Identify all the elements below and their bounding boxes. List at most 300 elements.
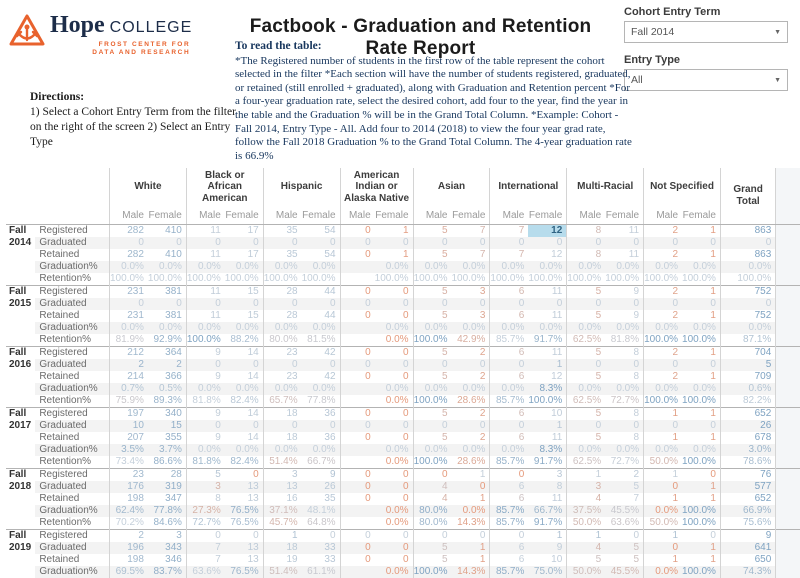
data-cell[interactable]: 86.6% (148, 456, 186, 469)
data-cell[interactable]: 0 (413, 298, 451, 310)
data-cell[interactable]: 0.0% (682, 444, 720, 456)
data-cell[interactable]: 3.7% (148, 444, 186, 456)
data-cell[interactable]: 3 (452, 310, 490, 322)
data-cell[interactable]: 92.9% (148, 334, 186, 347)
data-cell[interactable]: 2 (452, 432, 490, 444)
data-cell[interactable]: 0 (340, 359, 375, 371)
grand-total-cell[interactable]: 0.0% (720, 322, 775, 334)
data-cell[interactable]: 66.7% (302, 456, 340, 469)
data-cell[interactable]: 0 (452, 420, 490, 432)
data-cell[interactable]: 9 (528, 542, 566, 554)
data-cell[interactable]: 355 (148, 432, 186, 444)
row-measure-label[interactable]: Graduation% (35, 261, 109, 273)
data-cell[interactable]: 0.0% (375, 456, 413, 469)
data-cell[interactable]: 0 (225, 359, 263, 371)
data-cell[interactable]: 0 (375, 542, 413, 554)
data-cell[interactable]: 12 (528, 371, 566, 383)
data-cell[interactable]: 0 (340, 371, 375, 383)
data-cell[interactable]: 11 (528, 310, 566, 322)
grand-total-cell[interactable]: 650 (720, 554, 775, 566)
data-cell[interactable]: 5 (605, 554, 643, 566)
data-cell[interactable]: 0 (528, 237, 566, 249)
data-cell[interactable]: 9 (302, 469, 340, 482)
data-cell[interactable]: 91.7% (528, 334, 566, 347)
data-cell[interactable]: 89.3% (148, 395, 186, 408)
data-cell[interactable]: 100.0% (682, 395, 720, 408)
data-cell[interactable]: 66.7% (528, 505, 566, 517)
data-cell[interactable]: 0.0% (148, 322, 186, 334)
cohort-entry-term-select[interactable] (624, 21, 788, 43)
data-cell[interactable]: 73.4% (110, 456, 148, 469)
column-sub-header[interactable]: Male (263, 206, 301, 225)
data-cell[interactable]: 100.0% (110, 273, 148, 286)
data-cell[interactable]: 28 (148, 469, 186, 482)
data-cell[interactable]: 13 (225, 554, 263, 566)
data-cell[interactable]: 11 (186, 310, 224, 322)
data-cell[interactable]: 0 (682, 469, 720, 482)
grand-total-cell[interactable]: 9 (720, 530, 775, 543)
data-cell[interactable]: 1 (682, 554, 720, 566)
data-cell[interactable]: 65.7% (263, 395, 301, 408)
data-cell[interactable]: 0 (375, 359, 413, 371)
data-cell[interactable]: 5 (605, 481, 643, 493)
data-cell[interactable]: 6 (490, 542, 528, 554)
data-cell[interactable]: 196 (110, 542, 148, 554)
grand-total-cell[interactable]: 678 (720, 432, 775, 444)
data-cell[interactable]: 15 (225, 310, 263, 322)
data-cell[interactable]: 9 (186, 347, 224, 360)
data-cell[interactable]: 0 (340, 310, 375, 322)
data-cell[interactable]: 0 (644, 542, 682, 554)
data-cell[interactable]: 0 (682, 237, 720, 249)
data-cell[interactable] (340, 261, 375, 273)
row-measure-label[interactable]: Retained (35, 310, 109, 322)
row-measure-label[interactable]: Graduated (35, 481, 109, 493)
row-measure-label[interactable]: Retained (35, 493, 109, 505)
data-cell[interactable]: 61.1% (302, 566, 340, 578)
data-cell[interactable]: 72.7% (605, 456, 643, 469)
data-cell[interactable]: 7 (452, 249, 490, 261)
data-cell[interactable]: 1 (682, 347, 720, 360)
data-cell[interactable]: 7 (490, 249, 528, 261)
data-cell[interactable]: 33 (302, 554, 340, 566)
data-cell[interactable]: 0.0% (644, 322, 682, 334)
data-cell[interactable]: 0.0% (375, 395, 413, 408)
data-cell[interactable]: 33 (302, 542, 340, 554)
data-cell[interactable]: 0.0% (452, 322, 490, 334)
data-cell[interactable]: 100.0% (644, 273, 682, 286)
data-cell[interactable]: 0.0% (413, 261, 451, 273)
data-cell[interactable]: 0.0% (186, 261, 224, 273)
data-cell[interactable]: 6 (490, 432, 528, 444)
column-group-header-4[interactable]: American Indian or Alaska Native (340, 168, 413, 206)
data-cell[interactable]: 0 (567, 359, 605, 371)
data-cell[interactable]: 3 (186, 481, 224, 493)
data-cell[interactable]: 1 (452, 469, 490, 482)
data-cell[interactable]: 11 (186, 249, 224, 261)
column-sub-header[interactable]: Female (452, 206, 490, 225)
data-cell[interactable]: 0 (375, 493, 413, 505)
data-cell[interactable]: 4 (413, 481, 451, 493)
data-cell[interactable]: 0.0% (682, 322, 720, 334)
data-cell[interactable]: 0.0% (644, 505, 682, 517)
data-cell[interactable]: 0 (148, 298, 186, 310)
data-cell[interactable]: 0 (490, 530, 528, 543)
data-cell[interactable]: 0 (644, 420, 682, 432)
data-cell[interactable]: 50.0% (567, 566, 605, 578)
data-cell[interactable] (340, 334, 375, 347)
data-cell[interactable]: 14.3% (452, 517, 490, 530)
data-cell[interactable]: 100.0% (148, 273, 186, 286)
data-cell[interactable]: 11 (605, 249, 643, 261)
data-cell[interactable]: 0.0% (413, 383, 451, 395)
data-cell[interactable]: 28 (263, 286, 301, 299)
data-cell[interactable]: 0.0% (682, 261, 720, 273)
row-measure-label[interactable]: Retention% (35, 517, 109, 530)
data-cell[interactable]: 1 (452, 554, 490, 566)
data-cell[interactable]: 2 (452, 408, 490, 421)
data-cell[interactable]: 77.8% (148, 505, 186, 517)
grand-total-cell[interactable]: 641 (720, 542, 775, 554)
grand-total-cell[interactable]: 577 (720, 481, 775, 493)
data-cell[interactable]: 0.0% (375, 566, 413, 578)
column-sub-header[interactable]: Female (225, 206, 263, 225)
data-cell[interactable]: 6 (490, 286, 528, 299)
row-measure-label[interactable]: Graduated (35, 237, 109, 249)
data-cell[interactable] (340, 456, 375, 469)
data-cell[interactable]: 0.0% (186, 444, 224, 456)
data-cell[interactable]: 76.5% (225, 517, 263, 530)
data-cell[interactable]: 0 (225, 530, 263, 543)
grand-total-cell[interactable]: 652 (720, 408, 775, 421)
data-cell[interactable]: 23 (263, 371, 301, 383)
data-cell[interactable]: 0.0% (263, 444, 301, 456)
row-measure-label[interactable]: Retention% (35, 456, 109, 469)
data-cell[interactable]: 45.5% (605, 505, 643, 517)
data-cell[interactable]: 0 (110, 298, 148, 310)
data-cell[interactable]: 63.6% (186, 566, 224, 578)
data-cell[interactable]: 75.0% (528, 566, 566, 578)
data-cell[interactable] (340, 517, 375, 530)
data-cell[interactable]: 0 (263, 359, 301, 371)
data-cell[interactable]: 0 (644, 481, 682, 493)
data-cell[interactable]: 0 (567, 237, 605, 249)
data-cell[interactable]: 2 (148, 359, 186, 371)
grand-total-cell[interactable]: 82.2% (720, 395, 775, 408)
data-cell[interactable]: 2 (452, 347, 490, 360)
data-cell[interactable]: 0.0% (490, 444, 528, 456)
row-year-label[interactable]: Fall 2015 (6, 286, 35, 347)
row-measure-label[interactable]: Graduated (35, 298, 109, 310)
row-measure-label[interactable]: Graduated (35, 420, 109, 432)
data-cell[interactable]: 62.5% (567, 395, 605, 408)
data-cell[interactable]: 100.0% (225, 273, 263, 286)
data-cell[interactable]: 2 (644, 286, 682, 299)
data-cell[interactable]: 3 (452, 286, 490, 299)
data-cell[interactable]: 5 (413, 542, 451, 554)
data-cell[interactable]: 5 (567, 310, 605, 322)
data-cell[interactable]: 0.0% (302, 383, 340, 395)
data-cell[interactable]: 3 (528, 469, 566, 482)
data-cell[interactable]: 231 (110, 310, 148, 322)
row-year-label[interactable]: Fall 2017 (6, 408, 35, 469)
data-cell[interactable]: 5 (567, 286, 605, 299)
data-cell[interactable]: 77.8% (302, 395, 340, 408)
data-cell[interactable]: 0.0% (413, 322, 451, 334)
data-cell[interactable]: 1 (682, 286, 720, 299)
data-cell[interactable]: 85.7% (490, 334, 528, 347)
data-cell[interactable]: 0 (413, 237, 451, 249)
data-cell[interactable]: 0 (452, 481, 490, 493)
data-cell[interactable]: 7 (605, 493, 643, 505)
data-cell[interactable]: 0 (452, 298, 490, 310)
data-cell[interactable]: 84.6% (148, 517, 186, 530)
data-cell[interactable]: 100.0% (186, 273, 224, 286)
data-cell[interactable]: 0 (375, 310, 413, 322)
data-cell[interactable]: 0 (225, 237, 263, 249)
data-cell[interactable]: 42.9% (452, 334, 490, 347)
data-cell[interactable]: 0.0% (490, 322, 528, 334)
data-cell[interactable]: 0.0% (413, 444, 451, 456)
data-cell[interactable]: 100.0% (263, 273, 301, 286)
data-cell[interactable]: 45.5% (605, 566, 643, 578)
grand-total-cell[interactable]: 100.0% (720, 273, 775, 286)
data-cell[interactable]: 91.7% (528, 456, 566, 469)
data-cell[interactable]: 0.0% (644, 444, 682, 456)
data-cell[interactable] (340, 566, 375, 578)
data-cell[interactable]: 0 (375, 530, 413, 543)
data-cell[interactable]: 1 (263, 530, 301, 543)
data-cell[interactable]: 81.8% (605, 334, 643, 347)
data-cell[interactable]: 6 (490, 493, 528, 505)
data-cell[interactable]: 81.9% (110, 334, 148, 347)
data-cell[interactable]: 51.4% (263, 456, 301, 469)
data-cell[interactable]: 0.0% (605, 322, 643, 334)
data-cell[interactable]: 6 (490, 310, 528, 322)
grand-total-cell[interactable]: 5 (720, 359, 775, 371)
data-cell[interactable]: 48.1% (302, 505, 340, 517)
data-cell[interactable]: 0.0% (263, 322, 301, 334)
grand-total-cell[interactable]: 652 (720, 493, 775, 505)
data-cell[interactable]: 0.0% (567, 261, 605, 273)
data-cell[interactable]: 1 (682, 542, 720, 554)
data-cell[interactable]: 2 (110, 530, 148, 543)
data-cell[interactable]: 0.0% (302, 261, 340, 273)
data-cell[interactable]: 0 (186, 420, 224, 432)
data-cell[interactable]: 1 (682, 310, 720, 322)
data-cell[interactable]: 13 (263, 481, 301, 493)
data-cell[interactable]: 76.5% (225, 566, 263, 578)
data-cell[interactable]: 0 (225, 469, 263, 482)
data-cell[interactable]: 81.5% (302, 334, 340, 347)
data-cell[interactable]: 0 (452, 530, 490, 543)
data-cell[interactable]: 1 (644, 408, 682, 421)
data-cell[interactable]: 176 (110, 481, 148, 493)
data-cell[interactable]: 100.0% (567, 273, 605, 286)
row-measure-label[interactable]: Retained (35, 249, 109, 261)
data-cell[interactable]: 62.5% (567, 456, 605, 469)
column-sub-header[interactable]: Female (682, 206, 720, 225)
data-cell[interactable]: 100.0% (490, 273, 528, 286)
data-cell[interactable]: 13 (225, 542, 263, 554)
data-cell[interactable]: 5 (567, 371, 605, 383)
data-cell[interactable]: 0 (340, 420, 375, 432)
row-measure-label[interactable]: Graduated (35, 359, 109, 371)
grand-total-cell[interactable]: 0 (720, 237, 775, 249)
data-cell[interactable]: 8 (605, 432, 643, 444)
data-cell[interactable]: 100.0% (413, 273, 451, 286)
data-cell[interactable]: 23 (110, 469, 148, 482)
data-cell[interactable]: 0 (375, 298, 413, 310)
data-cell[interactable]: 1 (644, 530, 682, 543)
data-cell[interactable]: 80.0% (413, 517, 451, 530)
data-cell[interactable]: 207 (110, 432, 148, 444)
data-cell[interactable]: 0 (340, 542, 375, 554)
data-cell[interactable]: 0 (340, 347, 375, 360)
data-cell[interactable]: 54 (302, 249, 340, 261)
grand-total-cell[interactable]: 0 (720, 298, 775, 310)
data-cell[interactable]: 366 (148, 371, 186, 383)
data-cell[interactable]: 0 (567, 298, 605, 310)
data-cell[interactable]: 6 (490, 481, 528, 493)
data-cell[interactable]: 42 (302, 347, 340, 360)
data-cell[interactable]: 5 (567, 554, 605, 566)
data-cell[interactable]: 0 (186, 237, 224, 249)
data-cell[interactable]: 1 (644, 554, 682, 566)
data-cell[interactable]: 0.7% (110, 383, 148, 395)
data-cell[interactable]: 1 (682, 432, 720, 444)
column-sub-header[interactable]: Female (302, 206, 340, 225)
data-cell[interactable]: 50.0% (644, 456, 682, 469)
data-cell[interactable]: 15 (148, 420, 186, 432)
data-cell[interactable]: 11 (528, 493, 566, 505)
data-cell[interactable]: 0 (644, 237, 682, 249)
data-cell[interactable]: 100.0% (413, 456, 451, 469)
data-cell[interactable]: 0 (225, 420, 263, 432)
row-measure-label[interactable]: Retention% (35, 334, 109, 347)
data-cell[interactable]: 0 (186, 298, 224, 310)
data-cell[interactable]: 0.0% (186, 322, 224, 334)
data-cell[interactable]: 1 (567, 469, 605, 482)
data-cell[interactable]: 1 (452, 493, 490, 505)
data-cell[interactable]: 0.0% (148, 261, 186, 273)
data-cell[interactable]: 5 (413, 286, 451, 299)
grand-total-cell[interactable]: 78.6% (720, 456, 775, 469)
data-cell[interactable]: 0.0% (605, 444, 643, 456)
data-cell[interactable]: 0.0% (452, 444, 490, 456)
data-cell[interactable]: 0 (340, 469, 375, 482)
data-cell[interactable]: 8 (605, 371, 643, 383)
data-cell[interactable]: 0.0% (263, 383, 301, 395)
data-cell[interactable]: 0 (375, 408, 413, 421)
data-cell[interactable]: 0 (375, 371, 413, 383)
data-cell[interactable]: 11 (528, 286, 566, 299)
data-cell[interactable] (340, 395, 375, 408)
data-cell[interactable]: 1 (375, 249, 413, 261)
data-cell[interactable]: 0 (682, 359, 720, 371)
row-measure-label[interactable]: Registered (35, 347, 109, 360)
data-cell[interactable]: 85.7% (490, 456, 528, 469)
data-cell[interactable]: 54 (302, 225, 340, 238)
data-cell[interactable]: 347 (148, 493, 186, 505)
data-cell[interactable]: 8 (605, 347, 643, 360)
data-cell[interactable]: 6 (490, 347, 528, 360)
data-cell[interactable]: 50.0% (644, 517, 682, 530)
data-cell[interactable]: 11 (186, 225, 224, 238)
data-cell[interactable]: 82.4% (225, 456, 263, 469)
data-cell[interactable]: 13 (225, 493, 263, 505)
data-cell[interactable]: 100.0% (528, 273, 566, 286)
data-cell[interactable]: 2 (605, 469, 643, 482)
data-cell[interactable]: 0.0% (375, 261, 413, 273)
data-cell[interactable]: 1 (644, 493, 682, 505)
data-cell[interactable]: 50.0% (567, 517, 605, 530)
data-cell[interactable]: 0.0% (375, 383, 413, 395)
data-cell[interactable]: 0 (375, 481, 413, 493)
data-cell[interactable] (340, 273, 375, 286)
data-cell[interactable]: 0.0% (644, 261, 682, 273)
data-cell[interactable]: 0.0% (528, 322, 566, 334)
data-cell[interactable]: 1 (567, 530, 605, 543)
data-cell[interactable]: 0 (413, 469, 451, 482)
data-cell[interactable]: 35 (302, 493, 340, 505)
row-measure-label[interactable]: Retained (35, 554, 109, 566)
column-group-header-7[interactable]: Multi-Racial (567, 168, 644, 206)
data-cell[interactable]: 0.0% (605, 261, 643, 273)
data-cell[interactable]: 0 (340, 493, 375, 505)
data-cell[interactable]: 5 (413, 432, 451, 444)
data-cell[interactable]: 100.0% (528, 395, 566, 408)
data-cell[interactable]: 0 (263, 298, 301, 310)
data-cell[interactable]: 28.6% (452, 456, 490, 469)
data-cell[interactable]: 100.0% (605, 273, 643, 286)
data-cell[interactable]: 9 (186, 432, 224, 444)
data-cell[interactable]: 100.0% (682, 456, 720, 469)
data-cell[interactable]: 0.0% (452, 261, 490, 273)
data-cell[interactable]: 1 (528, 420, 566, 432)
data-cell[interactable]: 1 (682, 371, 720, 383)
data-cell[interactable]: 0 (528, 298, 566, 310)
row-year-label[interactable]: Fall 2016 (6, 347, 35, 408)
data-cell[interactable]: 4 (567, 542, 605, 554)
grand-total-cell[interactable]: 76 (720, 469, 775, 482)
data-cell[interactable]: 44 (302, 286, 340, 299)
column-group-header-1[interactable]: White (110, 168, 187, 206)
row-measure-label[interactable]: Graduation% (35, 505, 109, 517)
data-cell[interactable]: 100.0% (644, 395, 682, 408)
data-cell[interactable]: 11 (605, 225, 643, 238)
data-cell[interactable] (340, 322, 375, 334)
column-group-header-8[interactable]: Not Specified (644, 168, 721, 206)
data-cell[interactable]: 36 (302, 432, 340, 444)
data-cell[interactable]: 0 (605, 530, 643, 543)
data-cell[interactable]: 80.0% (263, 334, 301, 347)
data-cell[interactable]: 1 (682, 249, 720, 261)
grand-total-cell[interactable]: 709 (720, 371, 775, 383)
entry-type-select[interactable] (624, 69, 788, 91)
column-group-header-6[interactable]: International (490, 168, 567, 206)
data-cell[interactable]: 18 (263, 432, 301, 444)
data-cell[interactable]: 0.0% (490, 261, 528, 273)
column-sub-header[interactable]: Male (567, 206, 605, 225)
data-cell[interactable]: 410 (148, 225, 186, 238)
column-sub-header[interactable]: Male (644, 206, 682, 225)
column-sub-header[interactable]: Male (340, 206, 375, 225)
column-group-header-5[interactable]: Asian (413, 168, 490, 206)
row-measure-label[interactable]: Registered (35, 286, 109, 299)
data-cell[interactable]: 9 (186, 371, 224, 383)
grand-total-cell[interactable]: 752 (720, 286, 775, 299)
